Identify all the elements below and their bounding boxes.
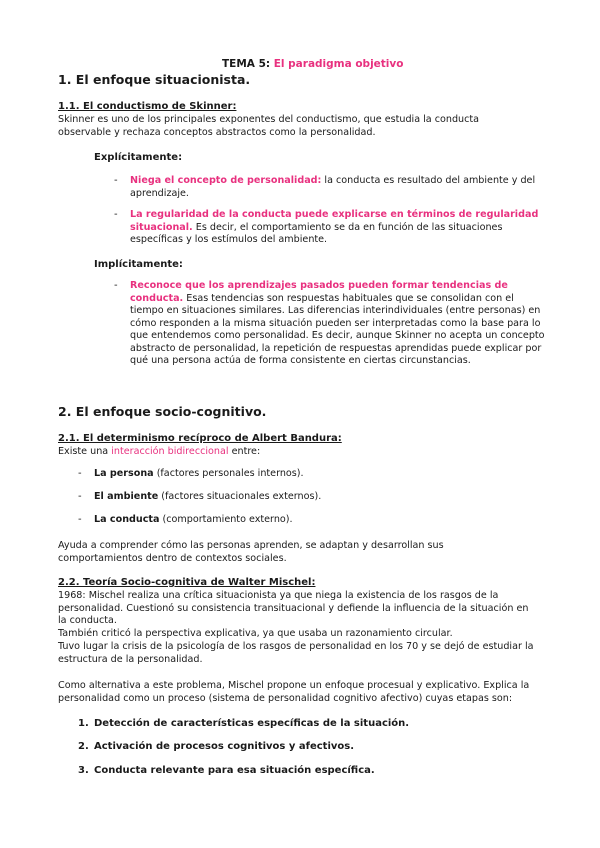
bandura-intro: [58, 446, 260, 459]
explicit-item-2-highlight: La regularidad de la conducta puede explicarse en términos de regularidad situacional.: [130, 209, 539, 233]
bandura-item-3-text: (comportamiento externo).: [159, 514, 293, 525]
title-prefix: TEMA 5:: [222, 58, 271, 70]
mischel-paragraph-4: Como alternativa a este problema, Mischel propone un enfoque procesual y explicativo. Explica la personalidad como un proceso (sistema de personalidad cognitivo afectivo) cuyas etapas son:: [58, 680, 530, 704]
bandura-item-1-text: (factores personales internos).: [153, 468, 304, 479]
subsection-1-1-heading: 1.1. El conductismo de Skinner:: [58, 101, 237, 112]
implicit-item-1-highlight: Reconoce que los aprendizajes pasados pueden formar tendencias de conducta.: [130, 280, 508, 304]
subsection-2-2-heading: 2.2. Teoría Socio-cognitiva de Walter Mischel:: [58, 577, 316, 588]
explicit-item-2-text: Es decir, el comportamiento se da en función de las situaciones específicas y los estímulos del ambiente.: [130, 221, 503, 245]
bandura-item-1-bold: La persona: [94, 468, 154, 479]
bullet-dash: -: [114, 175, 118, 186]
step-1: Detección de características específicas de la situación.: [94, 718, 410, 729]
mischel-paragraph-2: También criticó la perspectiva explicativa, ya que usaba un razonamiento circular.: [58, 628, 453, 639]
step-number: 2.: [78, 741, 89, 752]
bullet-dash: -: [78, 491, 82, 502]
bullet-dash: -: [78, 468, 82, 479]
section-2-heading: 2. El enfoque socio-cognitivo.: [58, 404, 267, 419]
bandura-item-1: [94, 468, 304, 481]
explicit-item-1: [130, 175, 550, 200]
bandura-intro-b: entre:: [228, 446, 261, 457]
mischel-paragraph-1: 1968: Mischel realiza una crítica situacionista ya que niega la existencia de los rasgos de la personalidad. Cuestionó su consistencia transituacional y defiende la influencia de la situación en la conducta.: [58, 590, 529, 626]
bullet-dash: -: [114, 209, 118, 220]
title-text: El paradigma objetivo: [273, 58, 404, 70]
bandura-outro: Ayuda a comprender cómo las personas aprenden, se adaptan y desarrollan sus comportamientos dentro de contextos sociales.: [58, 540, 444, 564]
mischel-paragraph-3: Tuvo lugar la crisis de la psicología de los rasgos de personalidad en los 70 y se dejó de estudiar la estructura de la personalidad.: [58, 641, 534, 665]
page-title: [222, 58, 403, 71]
step-number: 1.: [78, 718, 89, 729]
bullet-dash: -: [78, 514, 82, 525]
bandura-item-2-text: (factores situacionales externos).: [158, 491, 322, 502]
implicit-item-1: [130, 280, 550, 368]
bandura-intro-a: Existe una: [58, 446, 112, 457]
subsection-2-1-heading: 2.1. El determinismo recíproco de Albert Bandura:: [58, 433, 342, 444]
bullet-dash: -: [114, 280, 118, 291]
bandura-item-3-bold: La conducta: [94, 514, 160, 525]
step-number: 3.: [78, 765, 89, 776]
step-2: Activación de procesos cognitivos y afectivos.: [94, 741, 355, 752]
explicit-label: Explícitamente:: [94, 152, 183, 163]
bandura-item-2: [94, 491, 321, 504]
explicit-item-2: [130, 209, 550, 247]
step-3: Conducta relevante para esa situación específica.: [94, 765, 375, 776]
bandura-intro-highlight: interacción bidireccional: [111, 446, 229, 457]
implicit-label: Implícitamente:: [94, 259, 183, 270]
skinner-intro: Skinner es uno de los principales exponentes del conductismo, que estudia la conducta observable y rechaza conceptos abstractos como la personalidad.: [58, 114, 480, 138]
bandura-item-2-bold: El ambiente: [94, 491, 159, 502]
bandura-item-3: [94, 514, 293, 527]
implicit-item-1-text: Esas tendencias son respuestas habituales que se consolidan con el tiempo en situaciones similares. Las diferencias interindividuales (entre personas) en cómo responden a la misma situación pueden ser interpretadas como la base para lo que entendemos como personalidad. Es decir, aunque Skinner no acepta un concepto abstracto de personalidad, la repetición de respuestas aprendidas puede explicar por qué una persona actúa de forma consistente en ciertas circunstancias.: [130, 292, 545, 366]
explicit-item-1-highlight: Niega el concepto de personalidad:: [130, 175, 322, 186]
explicit-item-1-text: la conducta es resultado del ambiente y del aprendizaje.: [130, 175, 536, 199]
section-1-heading: 1. El enfoque situacionista.: [58, 72, 251, 87]
